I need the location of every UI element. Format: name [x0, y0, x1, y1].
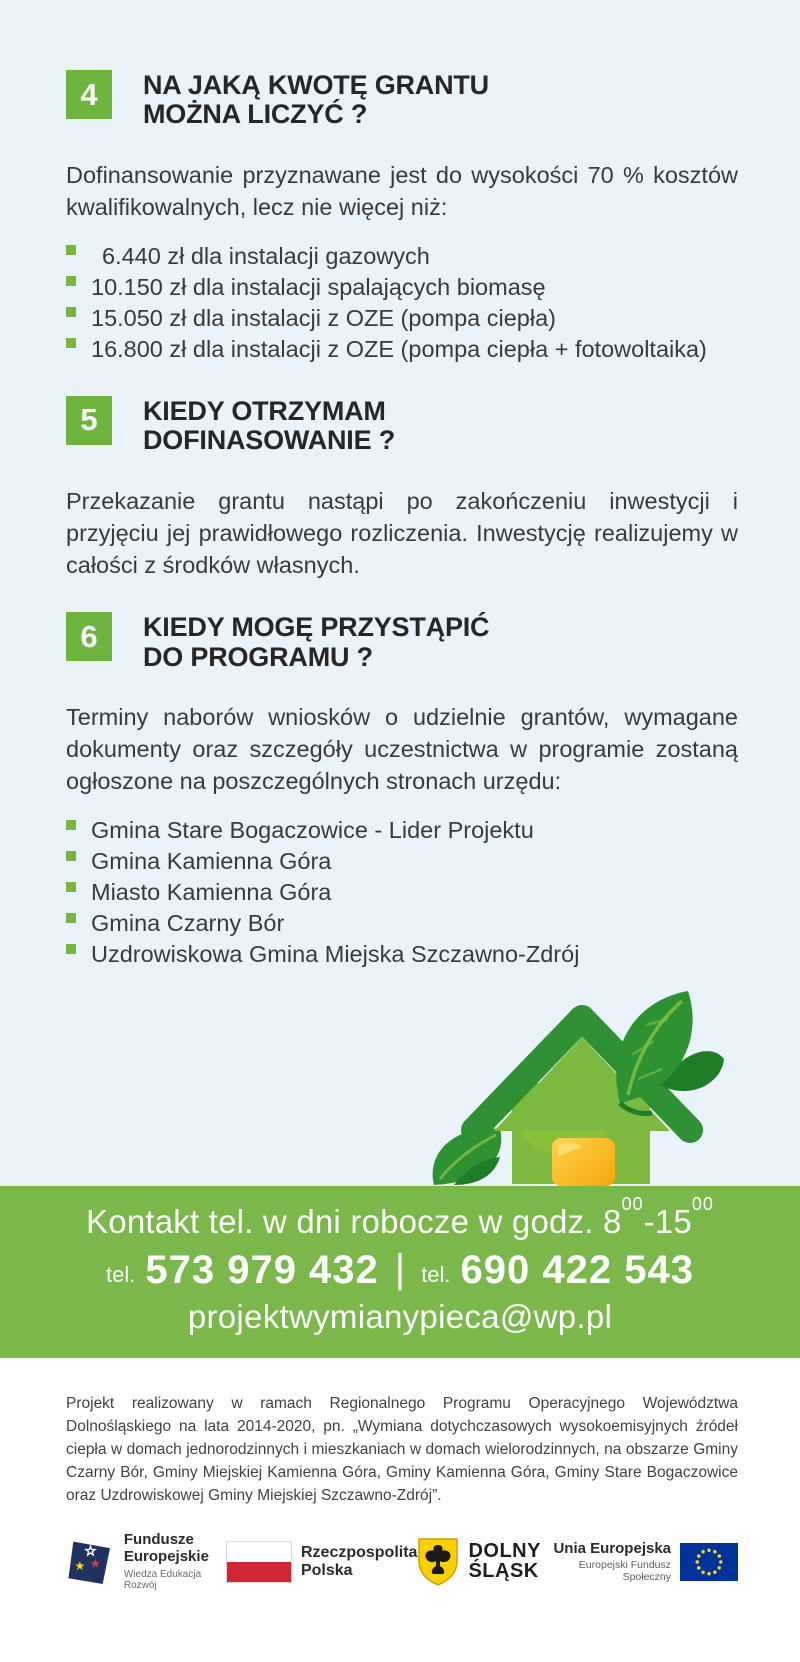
section-6-number-badge: 6	[66, 612, 112, 661]
logo-dolny-slask	[417, 1537, 541, 1587]
logo-unia-europejska	[541, 1540, 738, 1583]
section-6-title-line1: KIEDY MOGĘ PRZYSTĄPIĆ	[143, 612, 490, 643]
list-item-label: Miasto Kamienna Góra	[91, 879, 332, 906]
eu-logo-text	[541, 1540, 671, 1583]
footer	[0, 1358, 800, 1662]
bullet-square-icon	[66, 307, 76, 317]
list-item	[66, 303, 738, 334]
section-4-title	[143, 70, 489, 130]
rp-line1: Rzeczpospolita	[300, 1543, 418, 1561]
eu-line2: Europejski Fundusz Społeczny	[578, 1559, 672, 1584]
ds-logo-text	[468, 1542, 541, 1581]
list-item-label: Uzdrowiskowa Gmina Miejska Szczawno-Zdrój	[91, 941, 580, 968]
phone-number-2: 690 422 543	[460, 1248, 694, 1292]
contact-hours-text: -15	[643, 1203, 692, 1240]
hours-superscript: 00	[621, 1194, 644, 1214]
list-item	[66, 272, 738, 303]
section-5-number-badge: 5	[66, 396, 112, 445]
contact-band	[0, 1186, 800, 1358]
logos-row	[66, 1532, 738, 1591]
fe-line1: Fundusze	[123, 1531, 194, 1549]
contact-email: projektwymianypieca@wp.pl	[187, 1298, 613, 1335]
bullet-square-icon	[66, 276, 76, 286]
fe-flag-icon	[66, 1534, 115, 1590]
ds-line1: DOLNY	[468, 1540, 541, 1563]
fe-line3: Wiedza Edukacja Rozwój	[123, 1569, 202, 1592]
bullet-square-icon	[66, 913, 76, 923]
separator-bar: |	[394, 1247, 406, 1291]
grant-amounts-list	[66, 241, 738, 365]
list-item	[66, 815, 738, 846]
poland-flag-icon	[226, 1541, 292, 1583]
list-item-label: Gmina Stare Bogaczowice - Lider Projektu	[91, 817, 534, 844]
list-item	[66, 877, 738, 908]
section-5-title	[143, 396, 395, 456]
section-6-title-line2: DO PROGRAMU ?	[143, 641, 373, 672]
contact-hours	[0, 1194, 800, 1241]
list-item-label: 10.150 zł dla instalacji spalających biomasę	[91, 273, 546, 300]
bullet-square-icon	[66, 245, 76, 255]
tel-label: tel.	[421, 1261, 451, 1287]
house-illustration	[424, 933, 726, 1186]
hours-superscript: 00	[691, 1194, 714, 1214]
list-item-label: Gmina Kamienna Góra	[91, 848, 332, 875]
section-5-title-line1: KIEDY OTRZYMAM	[143, 395, 386, 426]
list-item	[66, 241, 738, 272]
fe-line2: Europejskie	[123, 1548, 209, 1566]
bullet-square-icon	[66, 851, 76, 861]
bullet-square-icon	[66, 944, 76, 954]
list-item	[66, 846, 738, 877]
section-5-paragraph: Przekazanie grantu nastąpi po zakończeniu inwestycji i przyjęciu jej prawidłowego rozliczenia. Inwestycję realizujemy w całości z środków własnych.	[66, 487, 738, 578]
list-item	[66, 334, 738, 365]
logo-fundusze-europejskie	[66, 1532, 226, 1591]
ds-line2: ŚLĄSK	[468, 1559, 539, 1582]
list-item-label: 6.440 zł dla instalacji gazowych	[102, 242, 430, 269]
tel-label: tel.	[105, 1261, 136, 1287]
section-5-title-line2: DOFINASOWANIE ?	[143, 425, 395, 456]
bullet-square-icon	[66, 882, 76, 892]
section-4-number-badge: 4	[66, 70, 112, 119]
phone-number-1: 573 979 432	[145, 1248, 379, 1292]
eu-line1: Unia Europejska	[553, 1540, 672, 1558]
logo-rzeczpospolita-polska	[226, 1541, 417, 1583]
list-item-label: Gmina Czarny Bór	[91, 910, 285, 937]
section-4-title-line2: MOŻNA LICZYĆ ?	[143, 99, 368, 130]
contact-phones	[0, 1248, 800, 1293]
eco-house-icon	[424, 933, 726, 1186]
section-6-header	[66, 612, 738, 672]
rp-logo-text	[301, 1544, 417, 1580]
section-4-header	[66, 70, 738, 130]
section-4-paragraph: Dofinansowanie przyznawane jest do wysokości 70 % kosztów kwalifikowalnych, lecz nie więcej niż:	[66, 161, 738, 220]
section-6-paragraph: Terminy naborów wniosków o udzielnie grantów, wymagane dokumenty oraz szczegóły uczestnictwa w programie zostaną ogłoszone na poszczególnych stronach urzędu:	[66, 704, 738, 795]
section-4-title-line1: NA JAKĄ KWOTĘ GRANTU	[143, 70, 489, 100]
section-5-header	[66, 396, 738, 456]
fe-logo-text	[124, 1532, 226, 1591]
dolny-slask-crest-icon	[417, 1537, 459, 1587]
bullet-square-icon	[66, 338, 76, 348]
contact-hours-text: Kontakt tel. w dni robocze w godz. 8	[86, 1203, 622, 1240]
list-item-label: 16.800 zł dla instalacji z OZE (pompa ciepła + fotowoltaika)	[91, 335, 707, 362]
eu-flag-icon	[680, 1541, 738, 1583]
project-disclaimer: Projekt realizowany w ramach Regionalnego Programu Operacyjnego Województwa Dolnośląskiego na lata 2014-2020, pn. „Wymiana dotychczasowych wysokoemisyjnych źródeł ciepła w domach jednorodzinnych i mieszkaniach w domach wielorodzinnych, na obszarze Gminy Czarny Bór, Gminy Miejskiej Kamienna Góra, Gminy Kamienna Góra, Gminy Stare Bogaczowice oraz Uzdrowiskowej Gminy Miejskiej Szczawno-Zdrój”.	[66, 1395, 738, 1505]
rp-line2: Polska	[300, 1561, 353, 1579]
bullet-square-icon	[66, 820, 76, 830]
list-item-label: 15.050 zł dla instalacji z OZE (pompa ciepła)	[91, 304, 556, 331]
section-6-title	[143, 612, 489, 672]
